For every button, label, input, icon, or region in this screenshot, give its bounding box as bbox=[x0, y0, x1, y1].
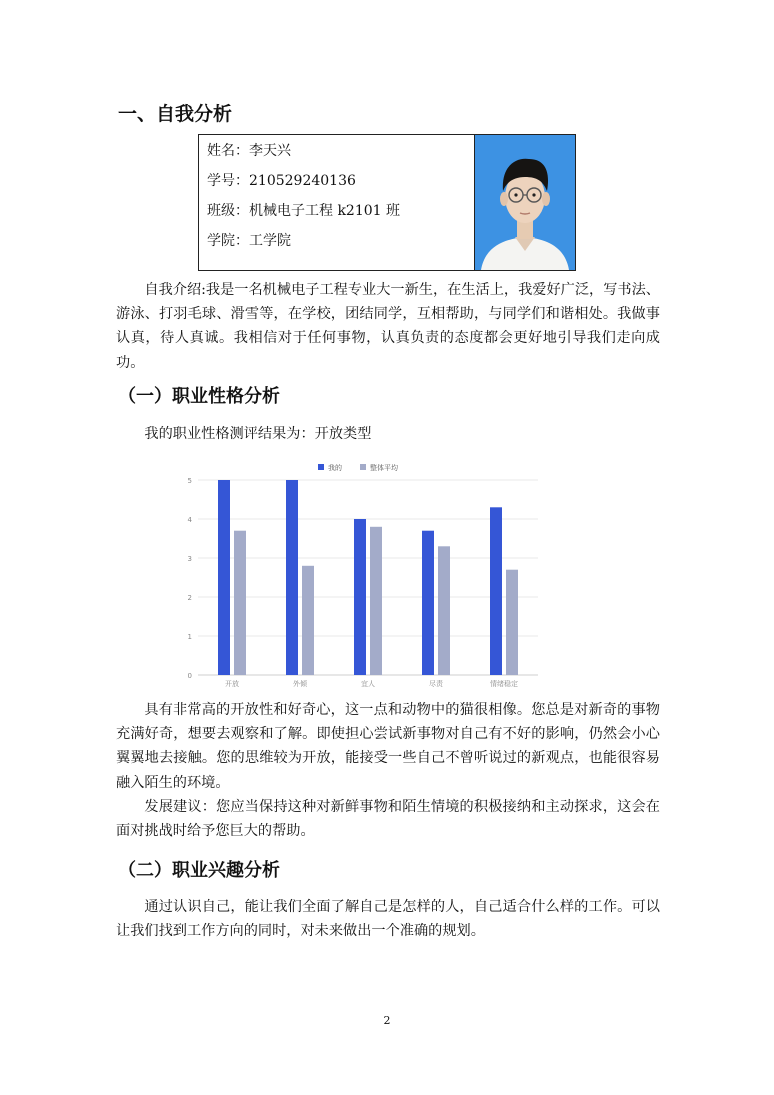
bar bbox=[302, 566, 314, 675]
advice-text: 发展建议：您应当保持这种对新鲜事物和陌生情境的积极接纳和主动探求，这会在面对挑战时给予您巨大的帮助。 bbox=[116, 798, 660, 840]
personality-bar-chart bbox=[166, 456, 544, 690]
y-tick-label: 0 bbox=[187, 672, 192, 680]
y-tick-label: 4 bbox=[187, 516, 192, 524]
self-intro-paragraph bbox=[116, 278, 660, 375]
bar bbox=[234, 531, 246, 675]
y-tick-label: 1 bbox=[187, 633, 192, 641]
y-tick-label: 5 bbox=[187, 477, 192, 485]
result-text: 我的职业性格测评结果为：开放类型 bbox=[144, 426, 372, 442]
interest-text: 通过认识自己，能让我们全面了解自己是怎样的人，自己适合什么样的工作。可以让我们找到工作方向的同时，对未来做出一个准确的规划。 bbox=[116, 899, 660, 940]
bar bbox=[370, 527, 382, 675]
profile-photo bbox=[474, 134, 576, 271]
bar bbox=[218, 480, 230, 675]
legend-swatch bbox=[318, 464, 324, 470]
bar bbox=[490, 507, 502, 675]
page-number: 2 bbox=[383, 1014, 391, 1027]
legend-label: 我的 bbox=[328, 464, 342, 472]
result-paragraph bbox=[116, 422, 660, 446]
portrait-image bbox=[475, 135, 575, 270]
section-heading-self-analysis: 一、自我分析 bbox=[118, 103, 233, 125]
bar bbox=[438, 546, 450, 675]
section-heading-personality: （一）职业性格分析 bbox=[118, 386, 280, 407]
x-tick-label: 宜人 bbox=[361, 680, 375, 688]
x-tick-label: 尽责 bbox=[429, 680, 443, 688]
profile-class: 班级：机械电子工程 k2101 班 bbox=[207, 203, 401, 219]
x-tick-label: 开放 bbox=[225, 680, 239, 688]
y-tick-label: 2 bbox=[187, 594, 192, 602]
y-tick-label: 3 bbox=[187, 555, 192, 563]
bar bbox=[422, 531, 434, 675]
bar bbox=[286, 480, 298, 675]
profile-student-id: 学号：210529240136 bbox=[207, 173, 356, 189]
x-tick-label: 情绪稳定 bbox=[490, 680, 518, 688]
profile-college: 学院：工学院 bbox=[207, 233, 291, 249]
section-heading-interest: （二）职业兴趣分析 bbox=[118, 860, 280, 881]
profile-name: 姓名：李天兴 bbox=[207, 143, 291, 159]
x-tick-label: 外倾 bbox=[293, 680, 307, 688]
interest-paragraph bbox=[116, 895, 660, 943]
analysis-paragraph bbox=[116, 698, 660, 843]
bar bbox=[354, 519, 366, 675]
bar bbox=[506, 570, 518, 675]
profile-info-box bbox=[198, 134, 474, 271]
self-intro-text: 自我介绍:我是一名机械电子工程专业大一新生，在生活上，我爱好广泛，写书法、游泳、打羽毛球、滑雪等，在学校，团结同学，互相帮助，与同学们和谐相处。我做事认真，待人真诚。我相信对于任何事物，认真负责的态度都会更好地引导我们走向成功。 bbox=[116, 282, 660, 371]
analysis-text: 具有非常高的开放性和好奇心，这一点和动物中的猫很相像。您总是对新奇的事物充满好奇，想要去观察和了解。即使担心尝试新事物对自己有不好的影响，仍然会小心翼翼地去接触。您的思维较为开放，能接受一些自己不曾听说过的新观点，也能很容易融入陌生的环境。 bbox=[116, 702, 660, 791]
legend-label: 整体平均 bbox=[370, 464, 398, 472]
legend-swatch bbox=[360, 464, 366, 470]
